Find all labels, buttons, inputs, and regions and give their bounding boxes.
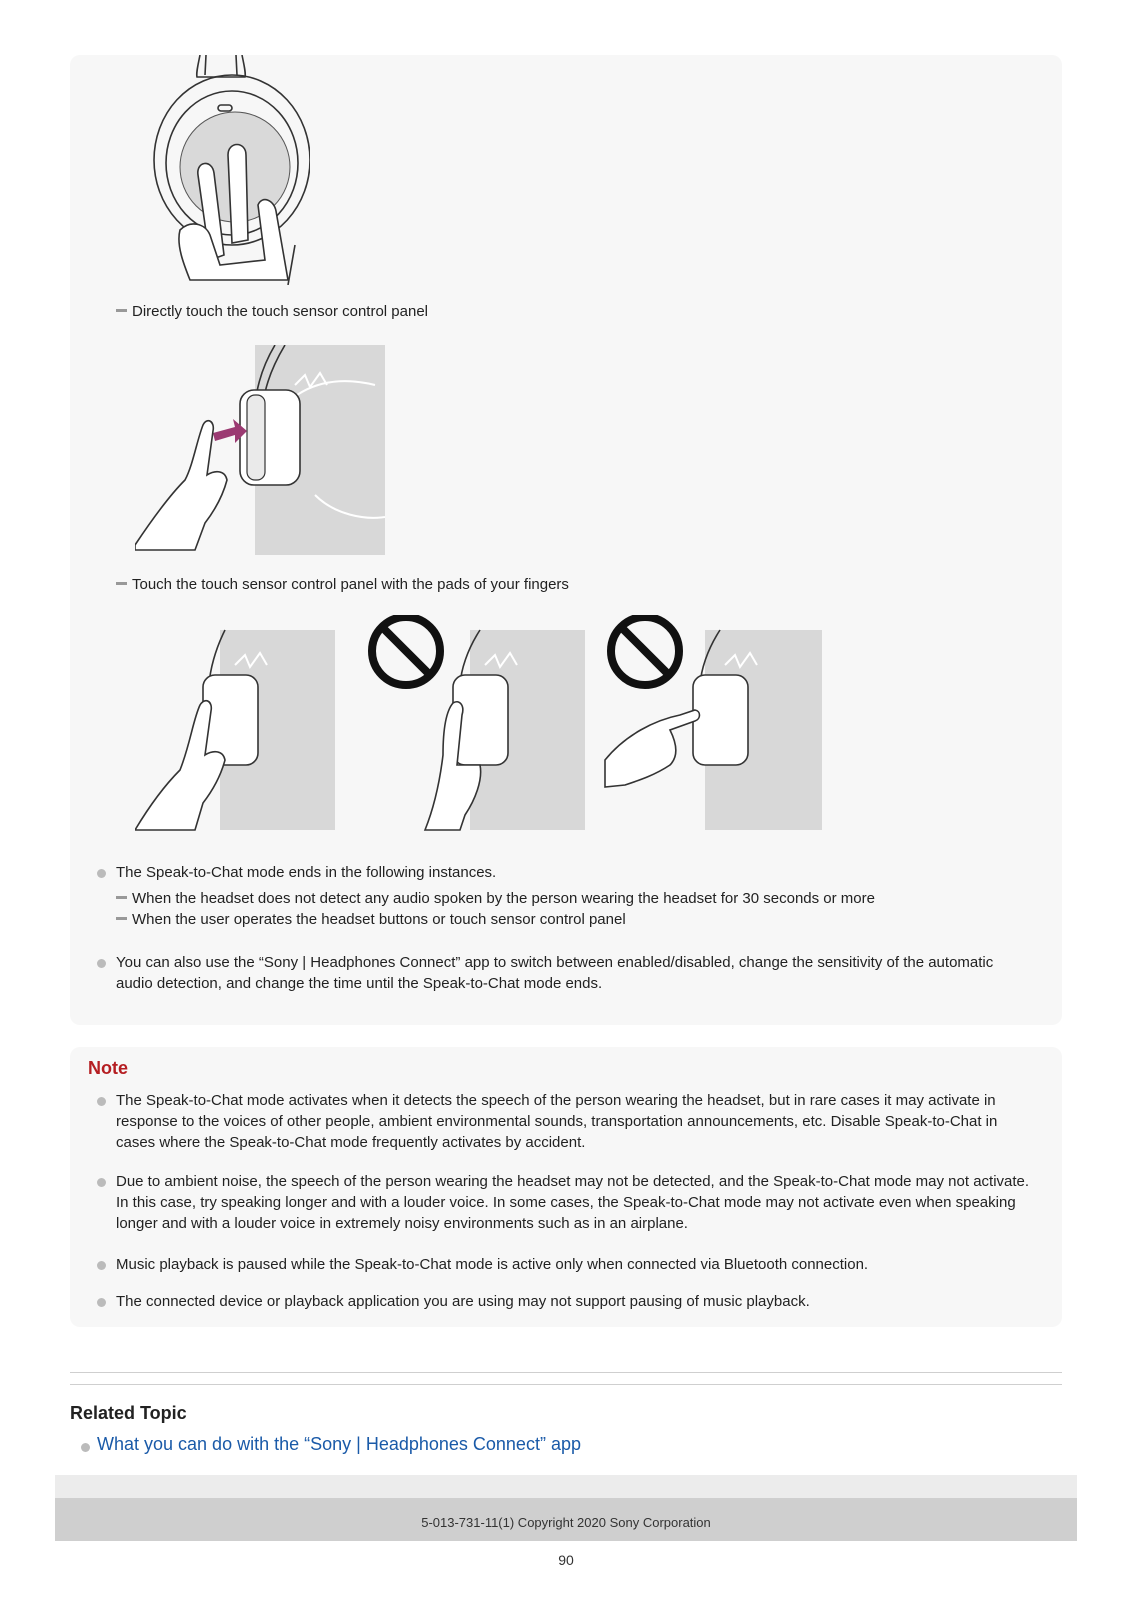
bullet-icon	[97, 1261, 106, 1270]
caption-direct-touch: Directly touch the touch sensor control panel	[116, 302, 428, 322]
bullet-icon	[97, 1298, 106, 1307]
sub-item-user-operates: When the user operates the headset buttons or touch sensor control panel	[116, 910, 626, 930]
dash-icon	[116, 582, 127, 585]
prohibited-icon	[611, 617, 679, 685]
divider	[70, 1384, 1062, 1385]
prohibited-icon	[372, 617, 440, 685]
dash-icon	[116, 917, 127, 920]
list-item-mode-ends: The Speak-to-Chat mode ends in the following instances.	[116, 862, 1036, 883]
bullet-icon	[97, 1178, 106, 1187]
sub-item-no-audio: When the headset does not detect any audio spoken by the person wearing the headset for 30 seconds or more	[116, 889, 875, 909]
touch-sensor-direct-touch-illustration	[150, 55, 310, 285]
bullet-icon	[97, 959, 106, 968]
note-item: The Speak-to-Chat mode activates when it detects the speech of the person wearing the headset, but in rare cases it may activate in response to the voices of other people, ambient environmental sounds, transportation announcements, etc. Disable Speak-to-Chat in cases where the Speak-to-Chat mode frequently activates by accident.	[116, 1090, 1036, 1153]
note-item: Music playback is paused while the Speak-to-Chat mode is active only when connected via Bluetooth connection.	[116, 1254, 1036, 1275]
bullet-icon	[97, 1097, 106, 1106]
incorrect-touch-methods-illustration	[135, 615, 835, 850]
list-item-app-usage: You can also use the “Sony | Headphones Connect” app to switch between enabled/disabled, change the sensitivity of the automatic audio detection, and change the time until the Speak-to-Chat mode ends.	[116, 952, 1031, 994]
dash-icon	[116, 896, 127, 899]
page-number: 90	[558, 1552, 574, 1568]
bullet-icon	[97, 869, 106, 878]
note-item: The connected device or playback application you are using may not support pausing of music playback.	[116, 1291, 1036, 1312]
dash-icon	[116, 309, 127, 312]
footer-band-light	[55, 1475, 1077, 1498]
touch-with-finger-pads-illustration	[135, 345, 385, 555]
note-item: Due to ambient noise, the speech of the person wearing the headset may not be detected, and the Speak-to-Chat mode may not activate. In this case, try speaking longer and with a louder voice. In some cases, the Speak-to-Chat mode may not activate even when speaking longer and with a louder voice in extremely noisy environments such as in an airplane.	[116, 1171, 1041, 1234]
note-title: Note	[88, 1058, 128, 1078]
related-topic-title: Related Topic	[70, 1403, 187, 1423]
related-topic-link[interactable]: What you can do with the “Sony | Headphones Connect” app	[97, 1434, 581, 1454]
divider	[70, 1372, 1062, 1373]
caption-finger-pads: Touch the touch sensor control panel with the pads of your fingers	[116, 575, 569, 595]
bullet-icon	[81, 1443, 90, 1452]
copyright-text: 5-013-731-11(1) Copyright 2020 Sony Corporation	[421, 1515, 711, 1530]
